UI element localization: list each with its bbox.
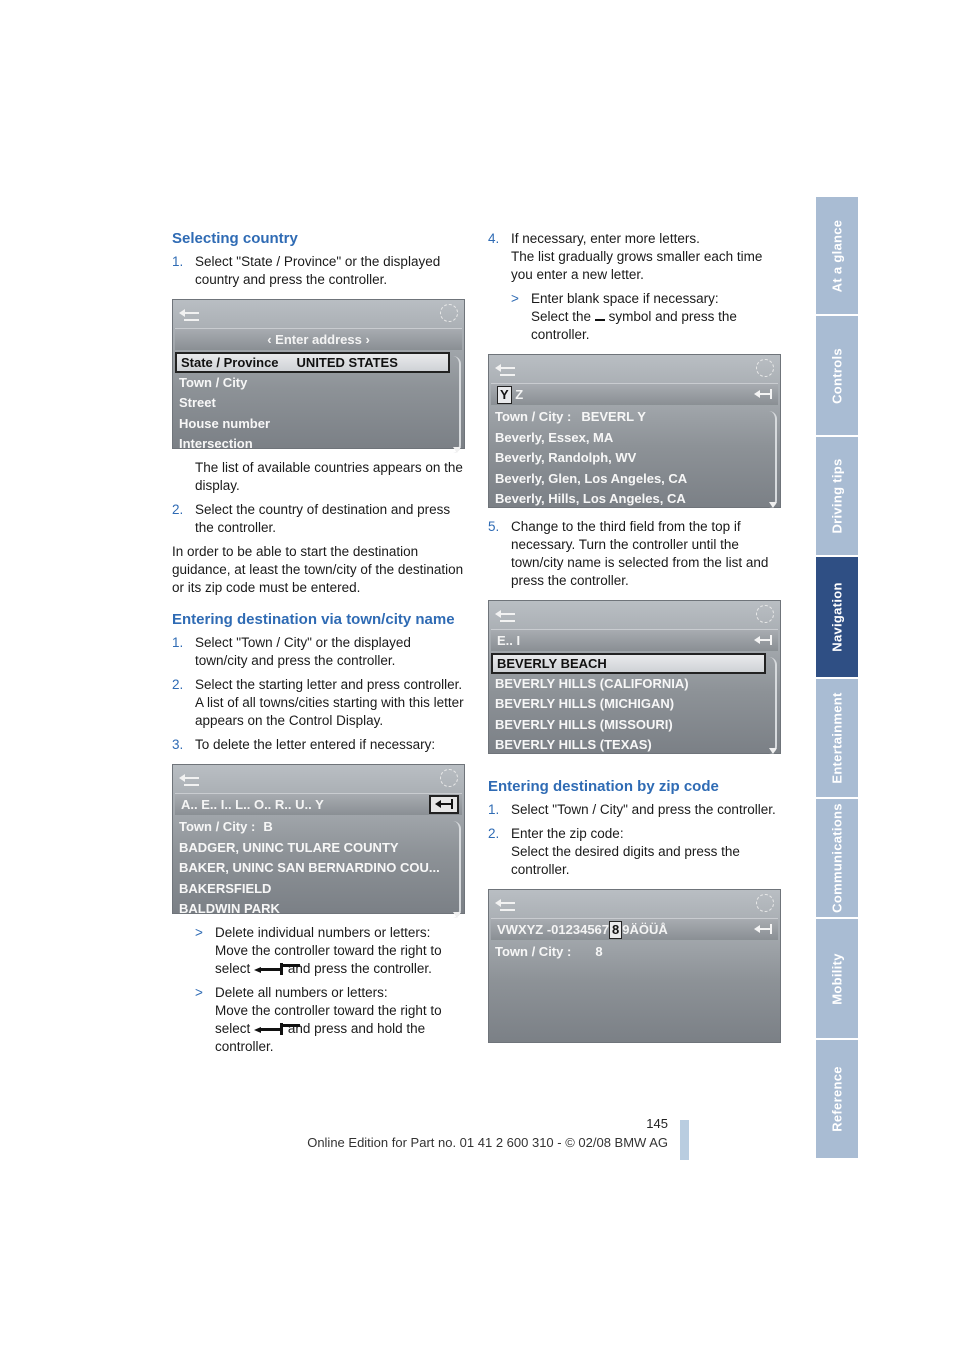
- tab-driving-tips[interactable]: Driving tips: [816, 437, 858, 557]
- heading-zip-code: Entering destination by zip code: [488, 778, 719, 795]
- delete-symbol-icon: [254, 1024, 284, 1034]
- list-item-selected: BEVERLY BEACH: [491, 653, 766, 674]
- direction-icon: [440, 304, 458, 322]
- delete-icon: [435, 800, 453, 809]
- heading-selecting-country: Selecting country: [172, 230, 298, 247]
- town-city-field: Town / City : BEVERL Y: [495, 409, 646, 424]
- speller-bar: E.. I: [491, 629, 778, 651]
- direction-icon: [440, 769, 458, 787]
- back-arrow-icon: [179, 306, 199, 320]
- step: 5. Change to the third field from the top if necessary. Turn the controller until the town/city name is selected from the list and press the controller.: [488, 519, 769, 588]
- blank-space-icon: [595, 312, 605, 321]
- tab-controls[interactable]: Controls: [816, 316, 858, 437]
- list-item: Street: [179, 395, 216, 410]
- screen-zip-code: [488, 889, 781, 1043]
- list-item: Intersection: [179, 436, 253, 451]
- scrollbar: [453, 356, 461, 453]
- bullet: > Delete individual numbers or letters: Move the controller toward the right to select and press the controller.: [195, 925, 442, 976]
- tab-navigation[interactable]: Navigation: [816, 557, 858, 679]
- town-city-field: Town / City : 8: [495, 944, 603, 959]
- step: 1. Select "Town / City" or the displayed town/city and press the controller.: [172, 635, 411, 668]
- note-text: The list of available countries appears on the display.: [195, 460, 463, 493]
- delete-icon: [754, 390, 772, 399]
- screen-enter-address: [172, 299, 465, 449]
- list-item: BEVERLY HILLS (TEXAS): [495, 737, 652, 752]
- direction-icon: [756, 894, 774, 912]
- tab-communications[interactable]: Communications: [816, 799, 858, 919]
- edition-line: Online Edition for Part no. 01 41 2 600 310 - © 02/08 BMW AG: [307, 1135, 668, 1150]
- step: 2. Enter the zip code: Select the desired digits and press the controller.: [488, 826, 740, 877]
- list-item: BEVERLY HILLS (MISSOURI): [495, 716, 673, 732]
- step: 1. Select "Town / City" and press the controller.: [488, 802, 776, 817]
- tab-mobility[interactable]: Mobility: [816, 919, 858, 1040]
- direction-icon: [756, 359, 774, 377]
- back-arrow-icon: [179, 771, 199, 785]
- page-number: 145: [646, 1116, 668, 1131]
- step: 2. Select the starting letter and press controller. A list of all towns/cities starting with this letter appears on the Control Display.: [172, 677, 464, 728]
- bullet: > Delete all numbers or letters: Move the controller toward the right to select and press and hold the controller.: [195, 985, 442, 1054]
- town-city-field: Town / City : B: [179, 819, 273, 834]
- screen-town-letter: [172, 764, 465, 914]
- back-arrow-icon: [495, 361, 515, 375]
- speller-bar: VWXYZ -01234567 8 9ÄÖÜÅ: [491, 918, 778, 940]
- left-column: [172, 230, 467, 1062]
- list-item: BEVERLY HILLS (MICHIGAN): [495, 696, 675, 711]
- tab-at-a-glance[interactable]: At a glance: [816, 197, 858, 316]
- screen-beverly-list: [488, 600, 781, 754]
- step: 3. To delete the letter entered if necessary:: [172, 737, 436, 752]
- list-item: Beverly, Glen, Los Angeles, CA: [495, 470, 688, 486]
- list-item: House number: [179, 415, 271, 431]
- footer-accent-bar: [680, 1120, 689, 1160]
- list-item: Beverly, Randolph, WV: [495, 450, 637, 465]
- screen-menu-bar: ‹ Enter address ›: [175, 328, 462, 350]
- heading-town-city: Entering destination via town/city name: [172, 611, 455, 628]
- delete-icon: [754, 636, 772, 645]
- scrollbar: [769, 657, 777, 754]
- list-item: BALDWIN PARK: [179, 901, 280, 916]
- step: 2. Select the country of destination and press the controller.: [172, 502, 451, 535]
- list-item: Beverly, Essex, MA: [495, 429, 614, 445]
- list-item: Town / City: [179, 374, 248, 390]
- back-arrow-icon: [495, 896, 515, 910]
- step: 1. Select "State / Province" or the displayed country and press the controller.: [172, 254, 441, 287]
- list-item: BAKERSFIELD: [179, 880, 272, 896]
- tab-reference[interactable]: Reference: [816, 1040, 858, 1160]
- scrollbar: [453, 821, 461, 918]
- list-item-selected: State / Province UNITED STATES: [175, 352, 450, 373]
- delete-symbol-icon: [254, 964, 284, 974]
- bullet: > Enter blank space if necessary: Select the symbol and press the controller.: [511, 291, 737, 342]
- step: 4. If necessary, enter more letters. The list gradually grows smaller each time you enter a new letter.: [488, 231, 763, 282]
- list-item: BAKER, UNINC SAN BERNARDINO COU...: [179, 860, 440, 875]
- screen-beverl: [488, 354, 781, 508]
- speller-bar: A.. E.. I.. L.. O.. R.. U.. Y: [175, 793, 462, 815]
- list-item: Beverly, Hills, Los Angeles, CA: [495, 491, 686, 506]
- scrollbar: [769, 411, 777, 508]
- back-arrow-icon: [495, 607, 515, 621]
- delete-box: [429, 795, 459, 814]
- paragraph: In order to be able to start the destination guidance, at least the town/city of the destination or its zip code must be entered.: [172, 544, 464, 595]
- direction-icon: [756, 605, 774, 623]
- list-item: BADGER, UNINC TULARE COUNTY: [179, 839, 399, 855]
- delete-icon: [754, 925, 772, 934]
- chapter-tabs: [816, 197, 858, 1160]
- speller-bar: Y Z: [491, 383, 778, 405]
- right-column: [488, 230, 783, 1053]
- list-item: BEVERLY HILLS (CALIFORNIA): [495, 675, 689, 691]
- tab-entertainment[interactable]: Entertainment: [816, 679, 858, 799]
